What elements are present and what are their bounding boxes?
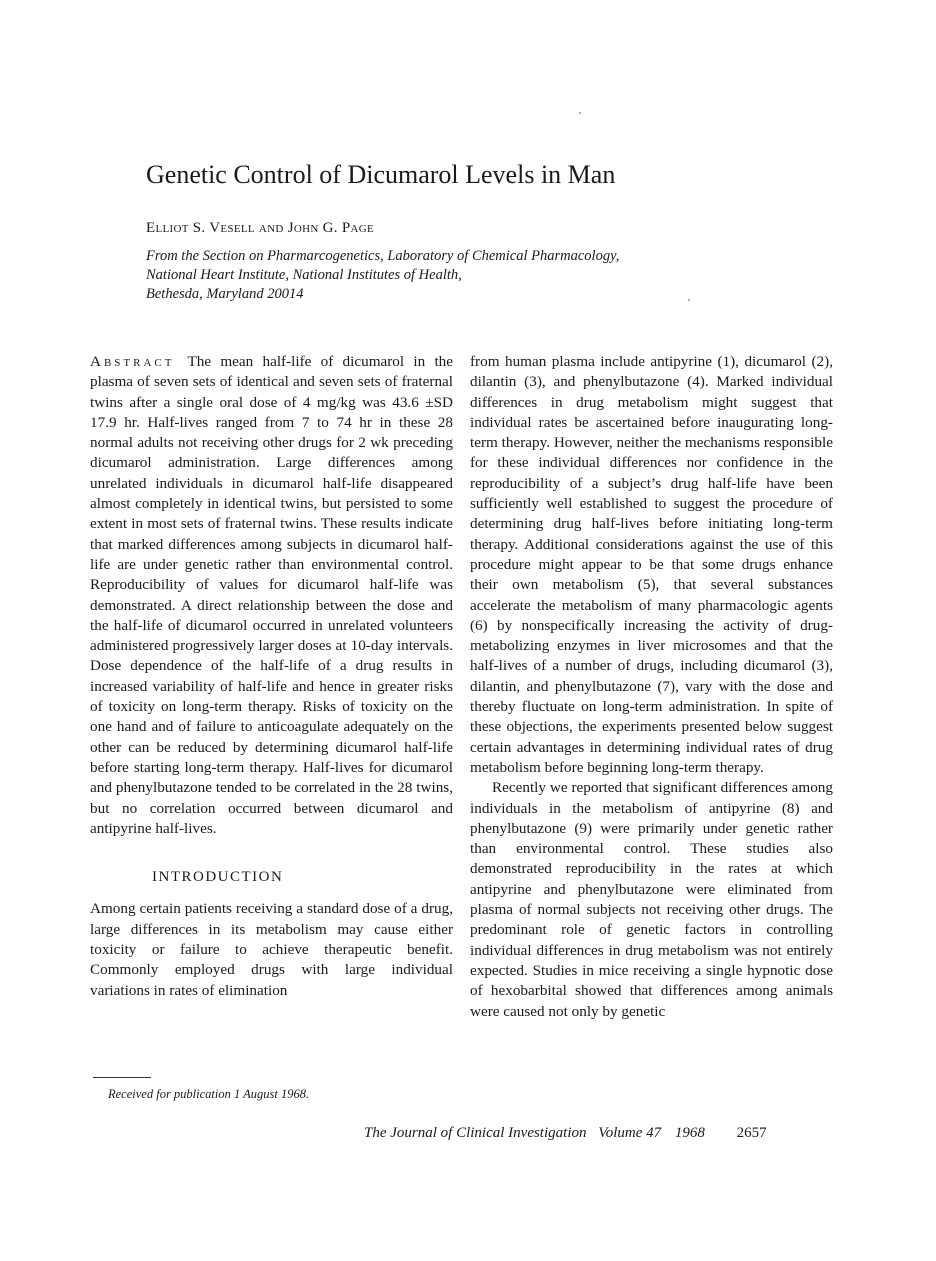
section-heading-introduction: INTRODUCTION [152, 869, 284, 886]
journal-volume: Volume 47 [598, 1125, 662, 1141]
journal-name: The Journal of Clinical Investigation [364, 1125, 587, 1141]
running-footer [364, 1123, 844, 1143]
page-number: 2657 [736, 1125, 767, 1141]
speck-mark [579, 112, 581, 114]
footnote-divider [93, 1077, 151, 1078]
body-paragraph: from human plasma include antipyrine (1), dicumarol (2), dilantin (3), and phenylbutazone (4). Marked individual differences in drug metabolism might suggest that individual rates be ascertained before inaugurating long-term therapy. However, neither the mechanisms responsible for these individual differences nor confidence in the reproducibility of a subject’s drug half-life have been sufficiently well established to suggest the procedure of determining drug half-lives before initiating long-term therapy. Additional considerations against the use of this procedure might appear to be that some drugs enhance their own metabolism (5), that several substances accelerate the metabolism of many pharmacologic agents (6) by nonspecifically increasing the activity of drug-metabolizing enzymes in liver microsomes and that the half-lives of a number of drugs, including dicumarol (3), dilantin, and phenylbutazone (7), vary with the dose and thereby fluctuate on long-term administration. In spite of these objections, the experiments presented below suggest certain advantages in determining individual rates of drug metabolism before beginning long-term therapy. [470, 353, 833, 776]
left-column [90, 352, 453, 1001]
affiliation-line: National Heart Institute, National Institutes of Health, [146, 267, 462, 283]
affiliation-block [146, 247, 766, 304]
journal-year: 1968 [674, 1125, 705, 1141]
affiliation-line: Bethesda, Maryland 20014 [146, 286, 304, 302]
footnote-received: Received for publication 1 August 1968. [108, 1087, 310, 1101]
article-title: Genetic Control of Dicumarol Levels in Man [146, 160, 616, 189]
introduction-paragraph: Among certain patients receiving a standard dose of a drug, large differences in its metabolism may cause either toxicity or failure to achieve therapeutic benefit. Commonly employed drugs with large individual variations in rates of elimination [90, 900, 453, 999]
body-paragraph: Recently we reported that significant differences among individuals in the metabolism of antipyrine (8) and phenylbutazone (9) were primarily under genetic rather than environmental control. These studies also demonstrated reproducibility in the rates at which antipyrine and phenylbutazone were eliminated from plasma of normal subjects not receiving other drugs. The predominant role of genetic factors in controlling individual differences in drug metabolism was not entirely expected. Studies in mice receiving a single hypnotic dose of hexobarbital showed that differences among animals were caused not only by genetic [470, 779, 833, 1020]
abstract-label: Abstract [90, 353, 175, 370]
abstract-text: The mean half-life of dicumarol in the plasma of seven sets of identical and seven sets of fraternal twins after a single oral dose of 4 mg/kg was 43.6 ±SD 17.9 hr. Half-lives ranged from 7 to 74 hr in these 28 normal adults not receiving other drugs for 2 wk preceding dicumarol administration. Large differences among unrelated individuals in dicumarol half-life disappeared almost completely in identical twins, but persisted to some extent in most sets of fraternal twins. These results indicate that marked differences among subjects in dicumarol half-life are under genetic rather than environmental control. Reproducibility of values for dicumarol half-life was demonstrated. A direct relationship between the dose and the half-life of dicumarol occurred in unrelated volunteers administered progressively larger doses at 10-day intervals. Dose dependence of the half-life of a drug results in increased variability of half-life and hence in greater risks of toxicity on long-term therapy. Risks of toxicity on the one hand and of failure to anticoagulate adequately on the other can be reduced by determining dicumarol half-life before starting long-term therapy. Half-lives for dicumarol and phenylbutazone tended to be correlated in the 28 twins, but no correlation occurred between dicumarol and antipyrine half-lives. [90, 353, 453, 837]
abstract-paragraph [90, 352, 453, 839]
author-line: Elliot S. Vesell and John G. Page [146, 220, 375, 236]
affiliation-line: From the Section on Pharmarcogenetics, Laboratory of Chemical Pharmacology, [146, 248, 620, 264]
right-column [470, 352, 833, 1022]
